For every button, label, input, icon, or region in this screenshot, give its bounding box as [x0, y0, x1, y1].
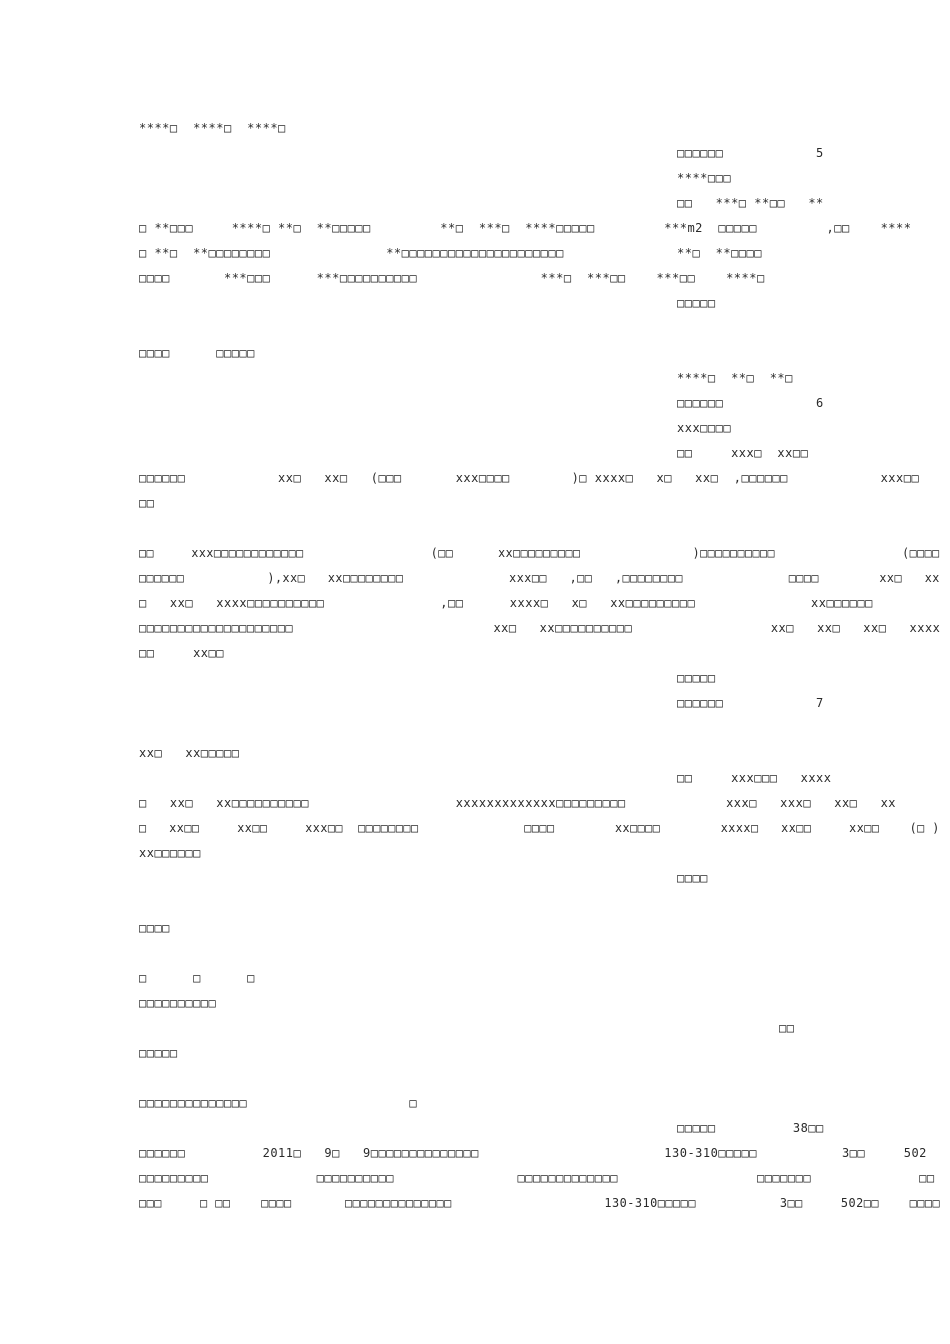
doc-line: □□□□□□ 7	[677, 696, 824, 710]
doc-line: □□ xxx□ xx□□	[677, 446, 809, 460]
doc-line: □□□□□	[677, 671, 716, 685]
doc-line: □□□□	[677, 871, 708, 885]
doc-line: □□□□□	[139, 1046, 178, 1060]
doc-line: ****□ **□ **□	[677, 371, 793, 385]
doc-line: □□□□□□□□□□	[139, 996, 217, 1010]
doc-line: □□ xx□□	[139, 646, 224, 660]
doc-line: □□□□ ***□□□ ***□□□□□□□□□□ ***□ ***□□ ***□□ ****□	[139, 271, 765, 285]
doc-line: □ □ □	[139, 971, 255, 985]
doc-line: □□□□□□□□□ □□□□□□□□□□ □□□□□□□□□□□□□ □□□□□□□ □□	[139, 1171, 935, 1185]
doc-line: □□□□□□ 5	[677, 146, 824, 160]
doc-line: □□□□□□□□□□□□□□□□□□□□ xx□ xx□□□□□□□□□□ xx□ xx□ xx□ xxxx	[139, 621, 941, 635]
doc-line: □□□□□□ ),xx□ xx□□□□□□□□ xxx□□ ,□□ ,□□□□□□□□ □□□□ xx□ xx	[139, 571, 940, 585]
doc-line: □□□□ □□□□□	[139, 346, 255, 360]
doc-line: □□□□□□ 6	[677, 396, 824, 410]
doc-line: □□□ □ □□ □□□□ □□□□□□□□□□□□□□ 130-310□□□□□ 3□□ 502□□ □□□□	[139, 1196, 941, 1210]
doc-line: □ **□□□ ****□ **□ **□□□□□ **□ ***□ ****□□□□□ ***m2 □□□□□ ,□□ ****	[139, 221, 912, 235]
doc-line: ****□□□	[677, 171, 732, 185]
doc-line: □□	[139, 496, 155, 510]
doc-line: □□□□□□□□□□□□□□ □	[139, 1096, 418, 1110]
doc-line: □□ xxx□□□ xxxx	[677, 771, 832, 785]
doc-line: xxx□□□□	[677, 421, 732, 435]
doc-line: □□□□□ 38□□	[677, 1121, 824, 1135]
doc-line: □ xx□ xxxx□□□□□□□□□□ ,□□ xxxx□ x□ xx□□□□□□□□□ xx□□□□□□	[139, 596, 873, 610]
doc-line: ****□ ****□ ****□	[139, 121, 286, 135]
doc-line: □□□□□	[677, 296, 716, 310]
doc-line: □□□□□□ 2011□ 9□ 9□□□□□□□□□□□□□□ 130-310□□□□□ 3□□ 502	[139, 1146, 927, 1160]
doc-line: □□ ***□ **□□ **	[677, 196, 824, 210]
doc-line: □ xx□ xx□□□□□□□□□□ xxxxxxxxxxxxx□□□□□□□□□ xxx□ xxx□ xx□ xx	[139, 796, 897, 810]
doc-line: □□□□□□ xx□ xx□ (□□□ xxx□□□□ )□ xxxx□ x□ xx□ ,□□□□□□ xxx□□	[139, 471, 920, 485]
doc-line: □ **□ **□□□□□□□□ **□□□□□□□□□□□□□□□□□□□□□	[139, 246, 564, 260]
doc-line: xx□□□□□□	[139, 846, 201, 860]
doc-line: **□ **□□□□	[677, 246, 762, 260]
doc-line: □□ xxx□□□□□□□□□□□□ (□□ xx□□□□□□□□□ )□□□□□□□□□□ (□□□□	[139, 546, 940, 560]
doc-line: □ xx□□ xx□□ xxx□□ □□□□□□□□ □□□□ xx□□□□ xxxx□ xx□□ xx□□ (□ )	[139, 821, 940, 835]
doc-line: □□	[779, 1021, 795, 1035]
doc-line: xx□ xx□□□□□	[139, 746, 240, 760]
doc-line: □□□□	[139, 921, 170, 935]
